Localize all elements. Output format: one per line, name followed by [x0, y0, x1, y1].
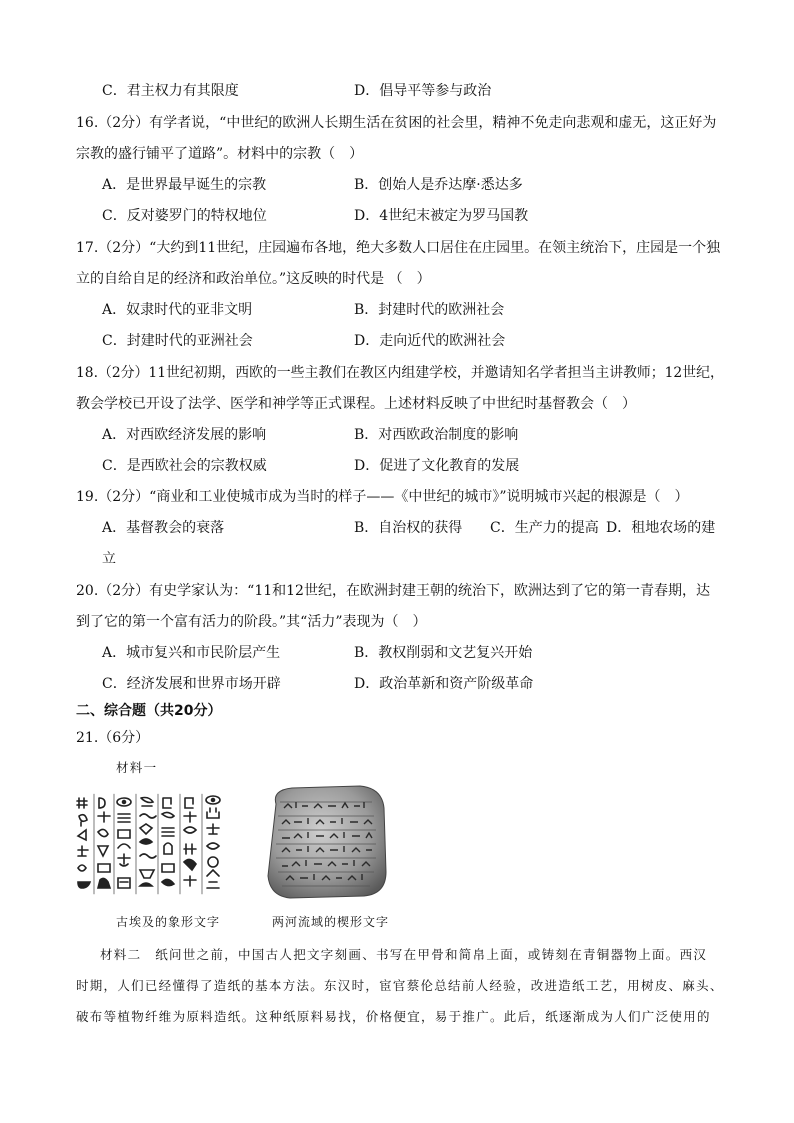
q17-option-c: C．封建时代的亚洲社会 [102, 333, 253, 349]
q21-stem: 21.（6分） [76, 730, 150, 746]
cuneiform-tablet-image [262, 784, 390, 900]
egyptian-hieroglyphs-image [76, 792, 226, 896]
q19-option-c: C．生产力的提高 [490, 520, 599, 536]
q20-option-b: B．教权削弱和文艺复兴开始 [354, 645, 533, 661]
q18-option-a: A．对西欧经济发展的影响 [102, 427, 267, 443]
q16-option-c: C．反对婆罗门的特权地位 [102, 208, 267, 224]
q19-stem-line1: 19.（2分）“商业和工业使城市成为当时的样子——《中世纪的城市》”说明城市兴起的根源是（ ） [76, 489, 689, 505]
q15-option-c: C．君主权力有其限度 [102, 83, 239, 99]
q20-stem-line2: 到了它的第一个富有活力的阶段。”其“活力”表现为（ ） [76, 614, 427, 630]
caption-cuneiform: 两河流域的楔形文字 [272, 915, 390, 929]
q19-option-a: A．基督教会的衰落 [102, 520, 225, 536]
q15-option-d: D．倡导平等参与政治 [354, 83, 492, 99]
q19-option-d: D．租地农场的建 [606, 520, 716, 536]
q18-option-d: D．促进了文化教育的发展 [354, 458, 520, 474]
q16-stem-line2: 宗教的盛行铺平了道路”。材料中的宗教（ ） [76, 146, 364, 162]
q16-option-d: D．4世纪末被定为罗马国教 [354, 208, 529, 224]
material2-line1: 材料二 纸问世之前，中国古人把文字刻画、书写在甲骨和简帛上面，或铸刻在青铜器物上面。西汉 [100, 947, 708, 962]
material1-label: 材料一 [116, 760, 158, 775]
q20-stem-line1: 20.（2分）有史学家认为：“11和12世纪，在欧洲封建王朝的统治下，欧洲达到了它的第一青春期，达 [76, 583, 710, 599]
q18-stem-line2: 教会学校已开设了法学、医学和神学等正式课程。上述材料反映了中世纪时基督教会（ ） [76, 396, 636, 412]
caption-egyptian-hieroglyphs: 古埃及的象形文字 [116, 915, 221, 929]
q16-stem-line1: 16.（2分）有学者说，“中世纪的欧洲人长期生活在贫困的社会里，精神不免走向悲观和虚无，这正好为 [76, 115, 717, 131]
q16-option-a: A．是世界最早诞生的宗教 [102, 177, 267, 193]
section-heading: 二、综合题（共20分） [76, 703, 222, 719]
material2-line3: 破布等植物纤维为原料造纸。这种纸原料易找，价格便宜，易于推广。此后，纸逐渐成为人们广泛使用的 [76, 1009, 711, 1024]
q20-option-d: D．政治革新和资产阶级革命 [354, 676, 534, 692]
material2-line2: 时期，人们已经懂得了造纸的基本方法。东汉时，宦官蔡伦总结前人经验，改进造纸工艺，用树皮、麻头、 [76, 978, 724, 993]
q19-option-b: B．自治权的获得 [354, 520, 463, 536]
q17-stem-line1: 17.（2分）“大约到11世纪，庄园遍布各地，绝大多数人口居住在庄园里。在领主统治下，庄园是一个独 [76, 240, 721, 256]
q20-option-c: C．经济发展和世界市场开辟 [102, 676, 281, 692]
q18-stem-line1: 18.（2分）11世纪初期，西欧的一些主教们在教区内组建学校，并邀请知名学者担当主讲教师；12世纪， [76, 365, 724, 381]
q18-option-b: B．对西欧政治制度的影响 [354, 427, 519, 443]
q17-stem-line2: 立的自给自足的经济和政治单位。”这反映的时代是 （ ） [76, 271, 431, 287]
q18-option-c: C．是西欧社会的宗教权威 [102, 458, 267, 474]
q17-option-a: A．奴隶时代的亚非文明 [102, 302, 253, 318]
q20-option-a: A．城市复兴和市民阶层产生 [102, 645, 281, 661]
q17-option-b: B．封建时代的欧洲社会 [354, 302, 505, 318]
q17-option-d: D．走向近代的欧洲社会 [354, 333, 506, 349]
q16-option-b: B．创始人是乔达摩·悉达多 [354, 177, 523, 193]
q19-option-d-continued: 立 [102, 551, 116, 567]
